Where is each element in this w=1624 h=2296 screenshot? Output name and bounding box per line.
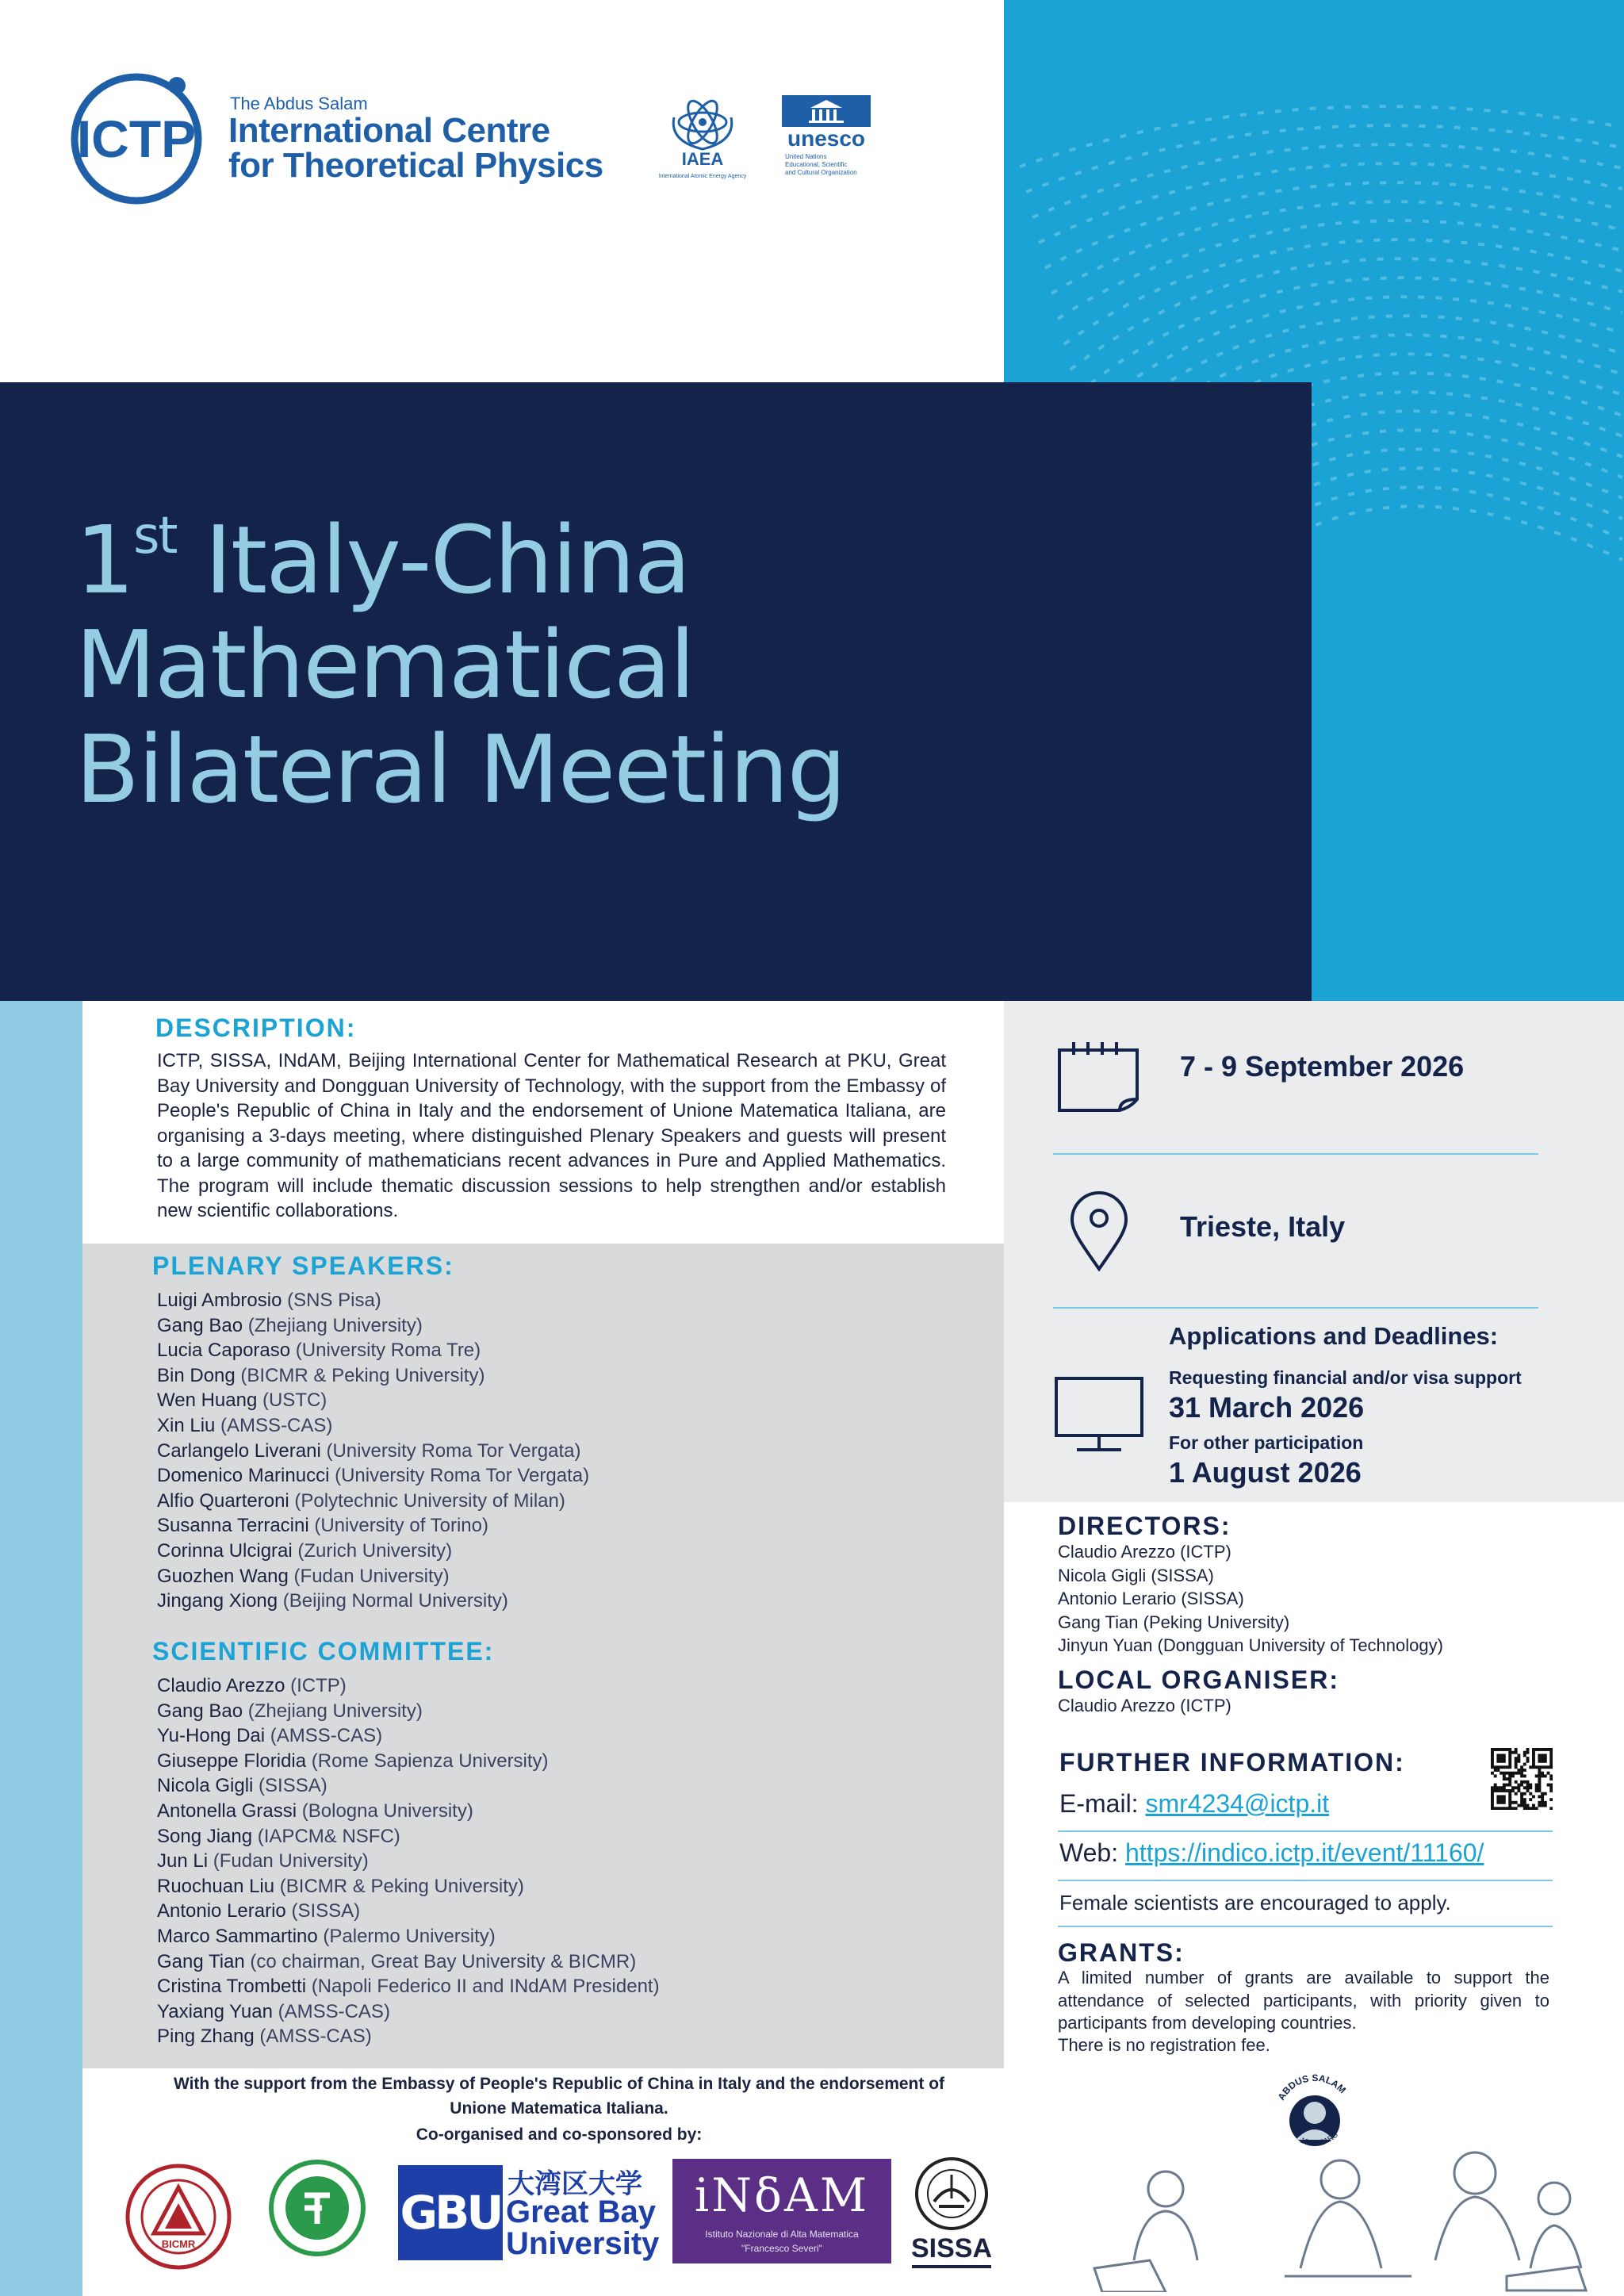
- committee-member-entry: [157, 1799, 660, 1824]
- plenary-speaker-affiliation: (SNS Pisa): [282, 1290, 381, 1311]
- plenary-speaker-affiliation: (University Roma Tre): [290, 1340, 481, 1362]
- plenary-speaker-name: Lucia Caporaso: [157, 1340, 291, 1362]
- deadline1-label: Requesting financial and/or visa support: [1169, 1367, 1522, 1388]
- title-line2: Bilateral Meeting: [75, 715, 845, 824]
- calendar-icon: [1053, 1039, 1148, 1118]
- indam-subtitle-2: "Francesco Severi": [741, 2243, 822, 2254]
- ictp-name-line1: International Centre: [228, 111, 550, 150]
- indam-subtitle-1: Istituto Nazionale di Alta Matematica: [705, 2229, 859, 2240]
- committee-member-affiliation: (Fudan University): [208, 1850, 369, 1872]
- plenary-speaker-name: Luigi Ambrosio: [157, 1290, 282, 1311]
- committee-member-entry: [157, 1924, 660, 1949]
- committee-member-affiliation: (Napoli Federico II and INdAM President): [306, 1976, 660, 1998]
- plenary-speaker-affiliation: (University of Torino): [308, 1515, 488, 1537]
- committee-member-entry: [157, 1773, 660, 1799]
- co-organised-label: Co-organised and co-sponsored by:: [416, 2125, 703, 2144]
- committee-member-entry: [157, 1874, 660, 1899]
- further-info-heading: FURTHER INFORMATION:: [1059, 1748, 1405, 1777]
- gbu-chinese-name: 大湾区大学: [508, 2168, 642, 2200]
- local-organiser-aff: (ICTP): [1174, 1696, 1231, 1715]
- web-line: [1059, 1838, 1484, 1868]
- plenary-speaker-entry: [157, 1589, 589, 1614]
- committee-heading: SCIENTIFIC COMMITTEE:: [152, 1637, 495, 1665]
- committee-member-entry: [157, 1849, 660, 1874]
- plenary-speaker-entry: [157, 1313, 589, 1339]
- plenary-speaker-affiliation: (Beijing Normal University): [278, 1590, 508, 1612]
- location-pin-icon: [1069, 1191, 1129, 1272]
- ictp-subtitle: The Abdus Salam: [230, 94, 368, 113]
- directors-list: [1058, 1540, 1443, 1658]
- committee-member-entry: [157, 1974, 660, 1999]
- description-heading: DESCRIPTION:: [155, 1014, 357, 1042]
- committee-member-entry: [157, 1749, 660, 1774]
- title-line1: Italy-China Mathematical: [75, 505, 695, 719]
- email-label: E-mail:: [1059, 1789, 1146, 1818]
- gbu-name-line1: Great Bay: [506, 2194, 656, 2229]
- svg-text:100 YEARS: 100 YEARS: [1298, 2130, 1340, 2148]
- plenary-speaker-affiliation: (University Roma Tor Vergata): [320, 1439, 581, 1462]
- director-entry: [1058, 1634, 1443, 1658]
- committee-member-affiliation: (SISSA): [285, 1900, 361, 1922]
- committee-member-entry: [157, 1723, 660, 1749]
- director-entry: [1058, 1540, 1443, 1564]
- committee-member-name: Gang Bao: [157, 1700, 243, 1722]
- indam-logo: [672, 2159, 891, 2263]
- plenary-speaker-affiliation: (AMSS-CAS): [215, 1414, 333, 1436]
- directors-heading: DIRECTORS:: [1058, 1512, 1231, 1540]
- committee-member-affiliation: (Rome Sapienza University): [306, 1750, 549, 1772]
- local-organiser-name: Claudio Arezzo: [1058, 1696, 1175, 1715]
- svg-text:International Atomic Energy Ag: International Atomic Energy Agency: [658, 174, 747, 179]
- unesco-logo: [782, 94, 871, 182]
- description-text: ICTP, SISSA, INdAM, Beijing International Center for Mathematical Research at PKU, Great Bay University and Dongguan University of Technology, with the support from the Embassy of People's Republic of China in Italy and the endorsement of Unione Matematica Italiana, are organising a 3-days meeting, where distinguished Plenary Speakers and guests will present to a large community of mathematicians recent advances in Pure and Applied Mathematics. The program will include thematic discussion sessions to help strengthen and/or establish new scientific collaborations.: [157, 1050, 946, 1221]
- dongguan-university-logo: [268, 2159, 366, 2257]
- deadline2-date: 1 August 2026: [1169, 1456, 1362, 1489]
- committee-list: [157, 1673, 660, 2049]
- plenary-speaker-affiliation: (BICMR & Peking University): [235, 1364, 485, 1386]
- registration-fee-note: There is no registration fee.: [1058, 2035, 1270, 2055]
- committee-member-name: Jun Li: [157, 1850, 209, 1872]
- committee-member-name: Cristina Trombetti: [157, 1976, 307, 1998]
- committee-member-affiliation: (AMSS-CAS): [254, 2026, 372, 2048]
- plenary-speaker-affiliation: (Zhejiang University): [243, 1314, 423, 1336]
- divider: [1058, 1830, 1553, 1832]
- committee-member-name: Ruochuan Liu: [157, 1875, 275, 1897]
- plenary-speakers-list: [157, 1288, 589, 1614]
- committee-member-entry: [157, 1999, 660, 2025]
- committee-member-name: Claudio Arezzo: [157, 1675, 285, 1696]
- local-organiser-entry: [1058, 1694, 1231, 1718]
- title-ordinal-suffix: st: [133, 507, 177, 565]
- title-ordinal: 1: [75, 505, 134, 615]
- plenary-speaker-name: Guozhen Wang: [157, 1565, 289, 1587]
- divider: [1058, 1880, 1553, 1881]
- email-line: [1059, 1789, 1329, 1819]
- gbu-name-line2: University: [506, 2226, 660, 2261]
- divider: [1053, 1307, 1538, 1309]
- committee-member-affiliation: (AMSS-CAS): [265, 1725, 383, 1747]
- plenary-speaker-entry: [157, 1363, 589, 1389]
- director-affiliation: (SISSA): [1146, 1565, 1214, 1585]
- plenary-speaker-name: Jingang Xiong: [157, 1590, 278, 1612]
- committee-member-affiliation: (Palermo University): [317, 1925, 496, 1947]
- monitor-icon: [1053, 1375, 1145, 1455]
- svg-text:ABDUS SALAM: ABDUS SALAM: [1275, 2072, 1349, 2102]
- plenary-speaker-entry: [157, 1288, 589, 1313]
- director-name: Gang Tian: [1058, 1612, 1139, 1632]
- committee-member-affiliation: (BICMR & Peking University): [274, 1875, 524, 1897]
- event-title: [75, 505, 1281, 824]
- plenary-speaker-name: Carlangelo Liverani: [157, 1439, 321, 1462]
- director-affiliation: (Dongguan University of Technology): [1152, 1635, 1443, 1655]
- ictp-name-line2: for Theoretical Physics: [228, 146, 603, 185]
- director-name: Nicola Gigli: [1058, 1565, 1147, 1585]
- plenary-speaker-name: Xin Liu: [157, 1414, 216, 1436]
- committee-member-entry: [157, 2024, 660, 2049]
- committee-member-affiliation: (Bologna University): [297, 1800, 473, 1822]
- qr-code-icon[interactable]: [1491, 1748, 1553, 1810]
- plenary-speaker-entry: [157, 1489, 589, 1514]
- plenary-speaker-affiliation: (USTC): [257, 1389, 327, 1412]
- committee-member-affiliation: (IAPCM& NSFC): [252, 1825, 400, 1847]
- committee-member-entry: [157, 1699, 660, 1724]
- sissa-underline: [912, 2265, 991, 2268]
- deadline2-label: For other participation: [1169, 1432, 1364, 1453]
- director-affiliation: (SISSA): [1176, 1589, 1244, 1608]
- committee-member-entry: [157, 1824, 660, 1849]
- committee-member-name: Yu-Hong Dai: [157, 1725, 266, 1747]
- committee-member-name: Antonio Lerario: [157, 1900, 286, 1922]
- plenary-speaker-name: Wen Huang: [157, 1389, 258, 1412]
- committee-member-affiliation: (co chairman, Great Bay University & BICMR): [244, 1950, 637, 1972]
- director-affiliation: (Peking University): [1138, 1612, 1290, 1632]
- plenary-speaker-entry: [157, 1564, 589, 1589]
- director-entry: [1058, 1611, 1443, 1635]
- plenary-speaker-entry: [157, 1463, 589, 1489]
- svg-text:BICMR: BICMR: [161, 2238, 196, 2250]
- plenary-speaker-affiliation: (Polytechnic University of Milan): [289, 1489, 565, 1512]
- plenary-heading: PLENARY SPEAKERS:: [152, 1251, 454, 1280]
- indam-logo-text: iNδAM: [694, 2168, 870, 2222]
- plenary-speaker-entry: [157, 1388, 589, 1413]
- deadlines-heading: Applications and Deadlines:: [1169, 1322, 1499, 1350]
- committee-member-affiliation: (AMSS-CAS): [272, 2000, 390, 2022]
- committee-member-name: Giuseppe Floridia: [157, 1750, 307, 1772]
- grants-text: A limited number of grants are available to support the attendance of selected participants, with priority given to participants from developing countries.: [1058, 1968, 1549, 2033]
- svg-text:ICTP: ICTP: [76, 109, 197, 168]
- committee-member-affiliation: (Zhejiang University): [243, 1700, 423, 1722]
- director-entry: [1058, 1564, 1443, 1588]
- plenary-speaker-entry: [157, 1338, 589, 1363]
- director-affiliation: (ICTP): [1174, 1542, 1231, 1562]
- committee-member-name: Ping Zhang: [157, 2026, 255, 2048]
- committee-member-entry: [157, 1899, 660, 1924]
- plenary-speaker-entry: [157, 1439, 589, 1464]
- svg-text:unesco: unesco: [787, 126, 866, 151]
- email-link[interactable]: smr4234@ictp.it: [1145, 1789, 1330, 1818]
- committee-member-name: Gang Tian: [157, 1950, 245, 1972]
- gbu-logo-mark: GBU: [398, 2165, 503, 2260]
- event-dates: 7 - 9 September 2026: [1180, 1050, 1465, 1083]
- committee-member-affiliation: (SISSA): [253, 1775, 327, 1797]
- director-entry: [1058, 1587, 1443, 1611]
- plenary-speaker-affiliation: (Zurich University): [292, 1539, 453, 1562]
- committee-member-entry: [157, 1673, 660, 1699]
- director-name: Claudio Arezzo: [1058, 1542, 1175, 1562]
- svg-text:Educational, Scientific: Educational, Scientific: [785, 161, 848, 168]
- ictp-logo: [67, 71, 206, 206]
- bicmr-logo: [124, 2162, 233, 2271]
- support-statement: With the support from the Embassy of People's Republic of China in Italy and the endorsement of Unione Matematica Italiana.: [173, 2075, 945, 2118]
- plenary-speaker-name: Alfio Quarteroni: [157, 1489, 289, 1512]
- event-location: Trieste, Italy: [1180, 1210, 1346, 1243]
- committee-member-name: Song Jiang: [157, 1825, 253, 1847]
- web-label: Web:: [1059, 1838, 1125, 1867]
- plenary-speaker-entry: [157, 1413, 589, 1439]
- plenary-speaker-name: Susanna Terracini: [157, 1515, 309, 1537]
- iaea-logo: [655, 94, 750, 182]
- director-name: Jinyun Yuan: [1058, 1635, 1153, 1655]
- female-scientists-note: Female scientists are encouraged to apply.: [1059, 1891, 1451, 1915]
- people-illustration: [1063, 2141, 1610, 2292]
- committee-member-entry: [157, 1949, 660, 1975]
- committee-member-affiliation: (ICTP): [285, 1675, 347, 1696]
- plenary-speaker-entry: [157, 1539, 589, 1564]
- svg-text:United Nations: United Nations: [785, 153, 827, 160]
- grants-heading: GRANTS:: [1058, 1938, 1185, 1967]
- divider: [1053, 1153, 1538, 1155]
- director-name: Antonio Lerario: [1058, 1589, 1177, 1608]
- committee-member-name: Nicola Gigli: [157, 1775, 254, 1797]
- plenary-speaker-affiliation: (University Roma Tor Vergata): [329, 1465, 590, 1487]
- sissa-logo: [914, 2156, 990, 2232]
- plenary-speaker-name: Corinna Ulcigrai: [157, 1539, 293, 1562]
- deadline1-date: 31 March 2026: [1169, 1391, 1365, 1424]
- plenary-speaker-name: Gang Bao: [157, 1314, 243, 1336]
- plenary-speaker-entry: [157, 1513, 589, 1539]
- left-accent-strip: [0, 1001, 82, 2296]
- sissa-logo-text: SISSA: [910, 2233, 993, 2263]
- plenary-speaker-name: Domenico Marinucci: [157, 1465, 330, 1487]
- divider: [1058, 1926, 1553, 1927]
- web-link[interactable]: https://indico.ictp.it/event/11160/: [1125, 1838, 1484, 1867]
- svg-text:and Cultural Organization: and Cultural Organization: [785, 169, 857, 176]
- plenary-speaker-name: Bin Dong: [157, 1364, 236, 1386]
- local-organiser-heading: LOCAL ORGANISER:: [1058, 1665, 1339, 1694]
- committee-member-name: Yaxiang Yuan: [157, 2000, 273, 2022]
- svg-text:IAEA: IAEA: [681, 149, 724, 169]
- committee-member-name: Antonella Grassi: [157, 1800, 297, 1822]
- committee-member-name: Marco Sammartino: [157, 1925, 318, 1947]
- plenary-speaker-affiliation: (Fudan University): [288, 1565, 450, 1587]
